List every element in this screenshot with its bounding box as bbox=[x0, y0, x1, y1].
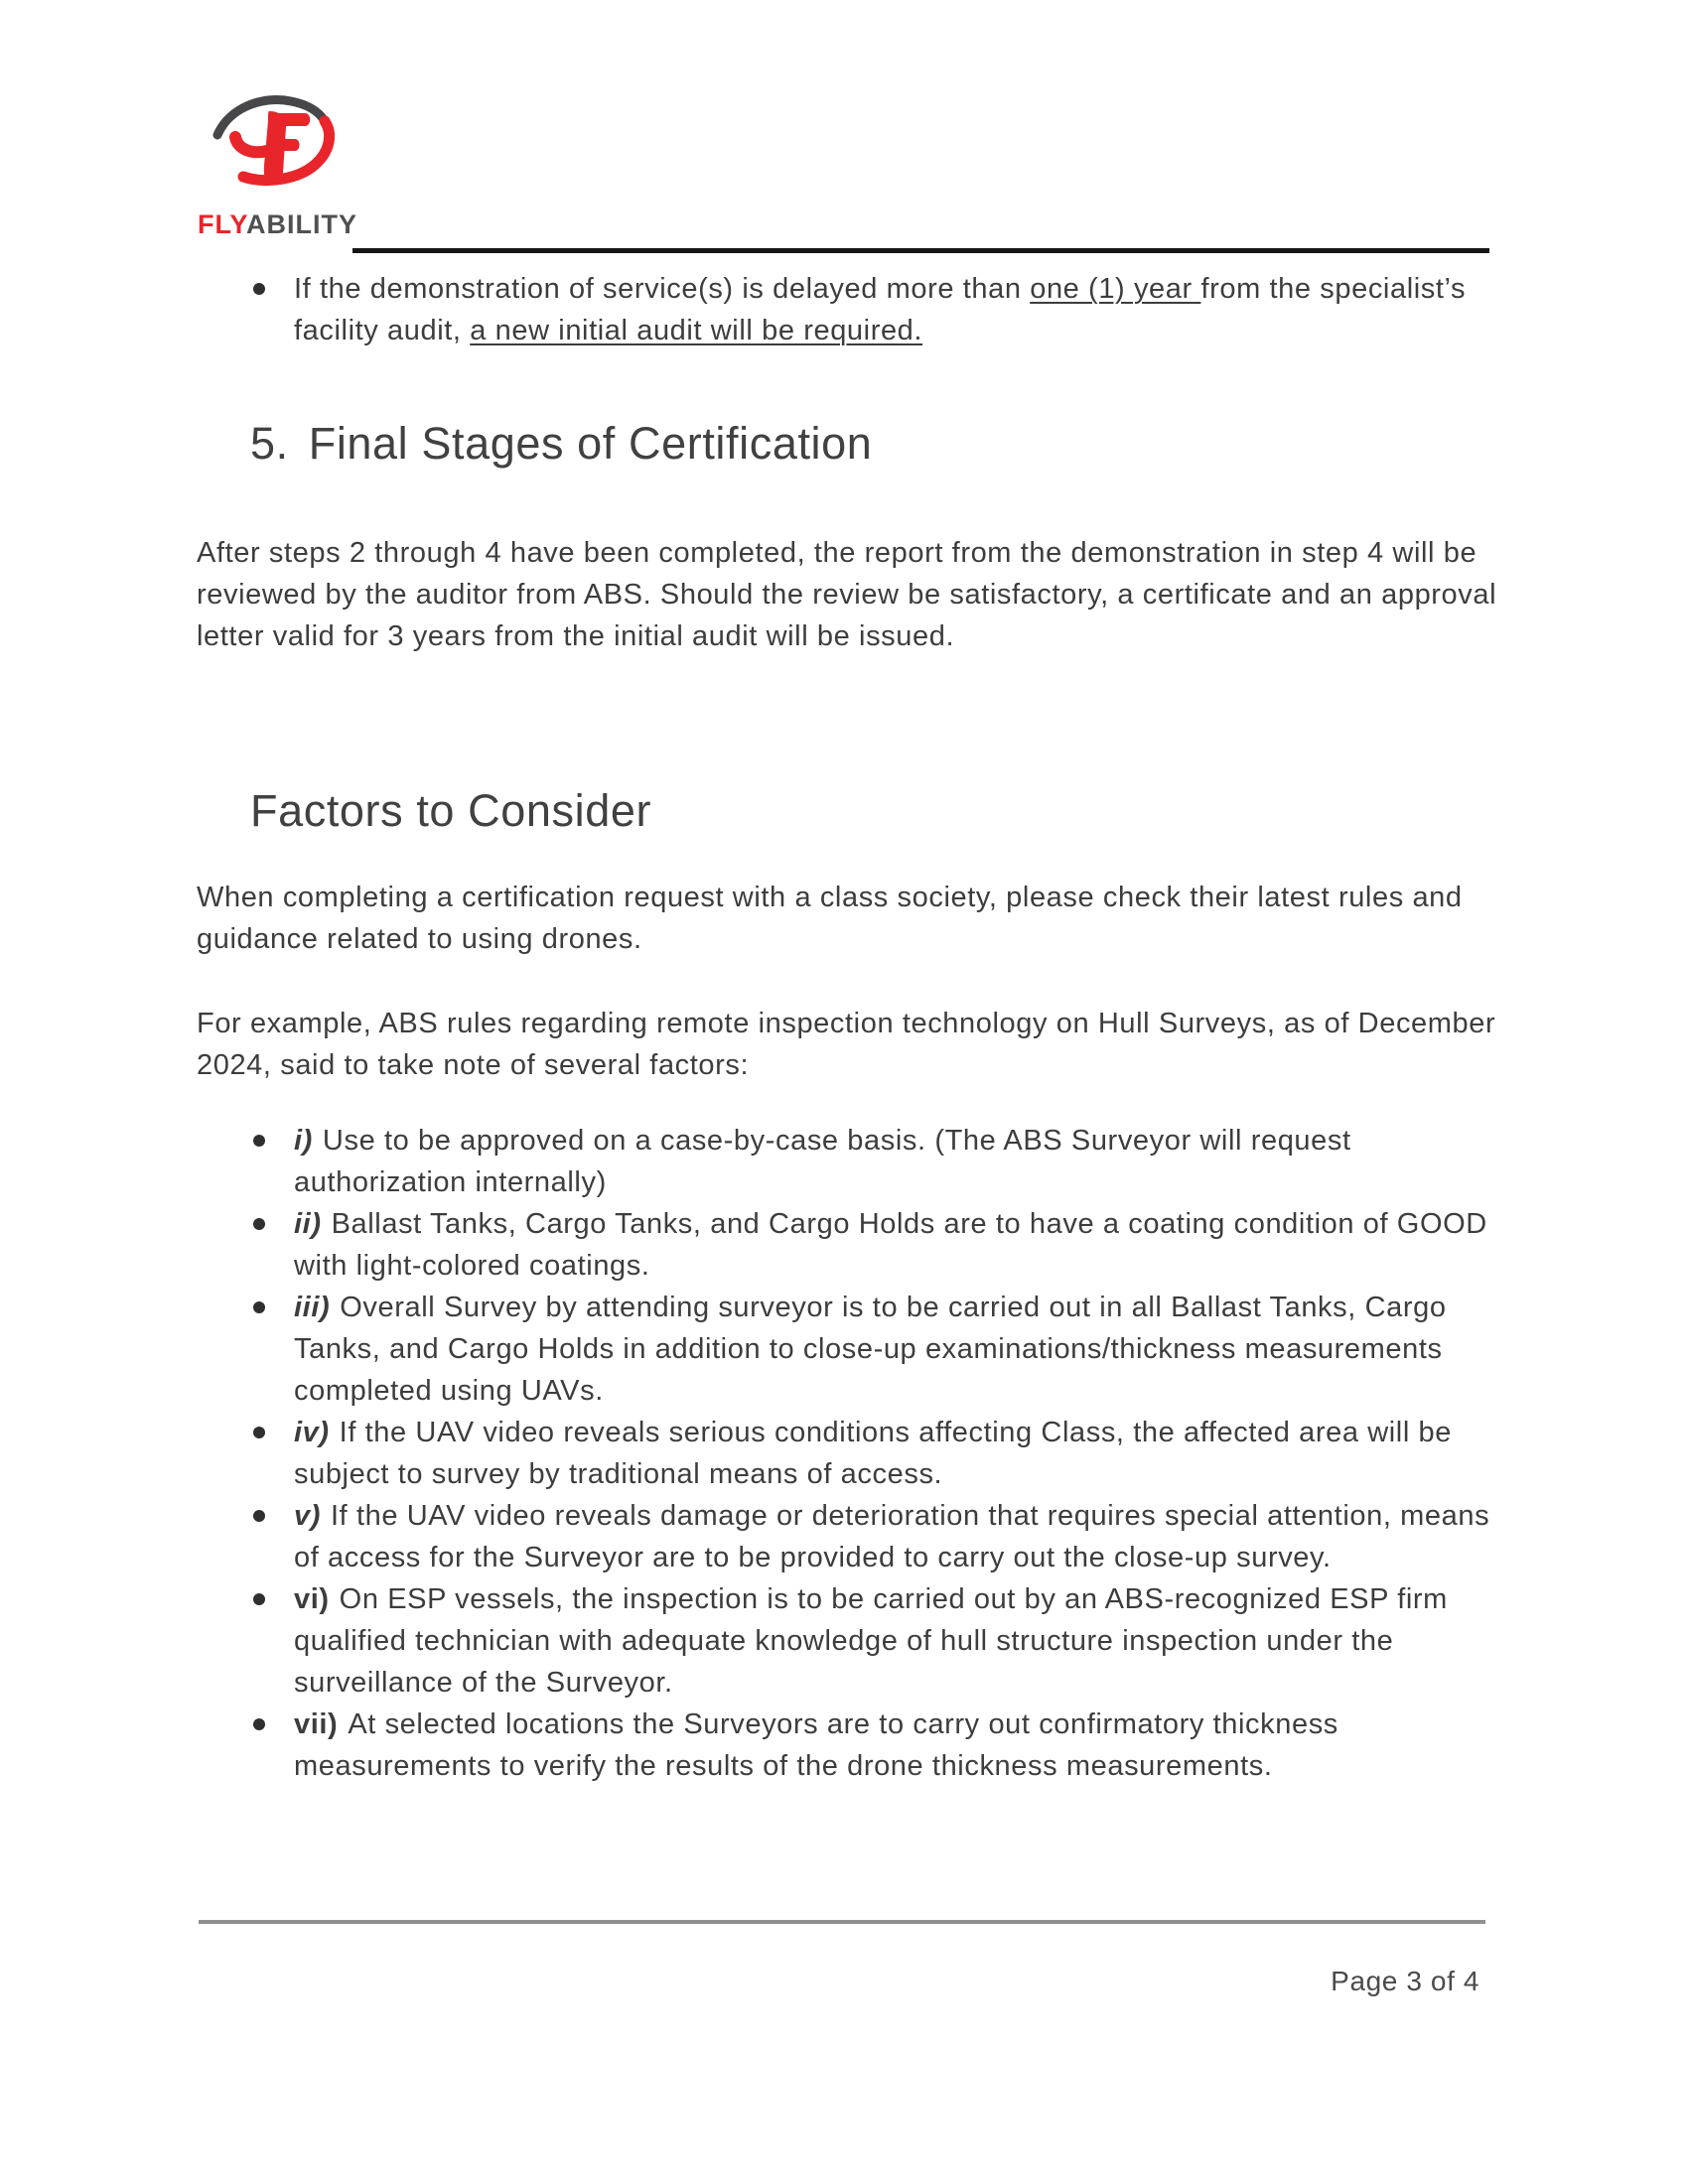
factor-label: i) bbox=[294, 1125, 313, 1157]
intro-bullet-seg3: from the specialist’s facility audit, bbox=[294, 273, 1467, 346]
brand-wordmark-ability: ABILITY bbox=[246, 209, 358, 239]
list-item-i bbox=[248, 1120, 1497, 1203]
factor-text: If the UAV video reveals damage or deterioration that requires special attention, means of access for the Surveyor are to be provided to carry out the close-up survey. bbox=[294, 1500, 1490, 1573]
intro-bullet-underlined-2: a new initial audit will be required. bbox=[470, 315, 923, 346]
factors-intro-paragraph-2: For example, ABS rules regarding remote inspection technology on Hull Surveys, as of December 2024, said to take note of several factors: bbox=[197, 1008, 1496, 1081]
page-number: Page 3 of 4 bbox=[1331, 1966, 1479, 1996]
list-item-ii bbox=[248, 1203, 1497, 1287]
factors-bullet-list bbox=[248, 1120, 1497, 1787]
factor-label: iv) bbox=[294, 1417, 330, 1448]
list-item-v bbox=[248, 1495, 1497, 1578]
list-item-vii bbox=[248, 1704, 1497, 1787]
section-number: 5. bbox=[250, 418, 289, 469]
factor-text: Ballast Tanks, Cargo Tanks, and Cargo Holds are to have a coating condition of GOOD with light-colored coatings. bbox=[294, 1208, 1487, 1282]
factor-label: vi) bbox=[294, 1583, 330, 1615]
intro-bullet-seg1: If the demonstration of service(s) is delayed more than bbox=[294, 273, 1031, 305]
factor-text: Overall Survey by attending surveyor is to be carried out in all Ballast Tanks, Cargo Tanks, and Cargo Holds in addition to close-up examinations/thickness measurements completed using UAVs. bbox=[294, 1292, 1447, 1407]
footer-divider bbox=[199, 1920, 1485, 1924]
factor-label: vii) bbox=[294, 1708, 339, 1740]
brand-wordmark-fly: FLY bbox=[198, 209, 247, 239]
list-item bbox=[248, 268, 1497, 351]
factor-label: ii) bbox=[294, 1208, 322, 1240]
intro-bullet-list bbox=[248, 268, 1497, 351]
list-item-vi bbox=[248, 1578, 1497, 1704]
intro-bullet-underlined-1: one (1) year bbox=[1030, 273, 1201, 305]
flyability-logo-icon bbox=[211, 91, 335, 203]
section5-paragraph: After steps 2 through 4 have been completed, the report from the demonstration in step 4 will be reviewed by the auditor from ABS. Should the review be satisfactory, a certificate and an approval letter valid for 3 years from the initial audit will be issued. bbox=[197, 537, 1497, 652]
brand-wordmark bbox=[198, 209, 357, 240]
factor-text: At selected locations the Surveyors are to carry out confirmatory thickness measurements to verify the results of the drone thickness measurements. bbox=[294, 1708, 1338, 1782]
list-item-iii bbox=[248, 1287, 1497, 1412]
factor-label: iii) bbox=[294, 1292, 331, 1323]
factors-intro-paragraph-1: When completing a certification request with a class society, please check their latest rules and guidance related to using drones. bbox=[197, 882, 1463, 955]
factor-text: On ESP vessels, the inspection is to be carried out by an ABS-recognized ESP firm qualified technician with adequate knowledge of hull structure inspection under the surveillance of the Surveyor. bbox=[294, 1583, 1448, 1699]
factor-text: If the UAV video reveals serious conditions affecting Class, the affected area will be subject to survey by traditional means of access. bbox=[294, 1417, 1453, 1490]
section-heading-factors: Factors to Consider bbox=[250, 785, 652, 836]
header-divider bbox=[352, 248, 1489, 253]
factor-text: Use to be approved on a case-by-case basis. (The ABS Surveyor will request authorization internally) bbox=[294, 1125, 1351, 1198]
section-heading-text: Final Stages of Certification bbox=[308, 418, 873, 469]
list-item-iv bbox=[248, 1412, 1497, 1495]
section-heading-final-stages bbox=[250, 417, 872, 471]
factor-label: v) bbox=[294, 1500, 321, 1532]
